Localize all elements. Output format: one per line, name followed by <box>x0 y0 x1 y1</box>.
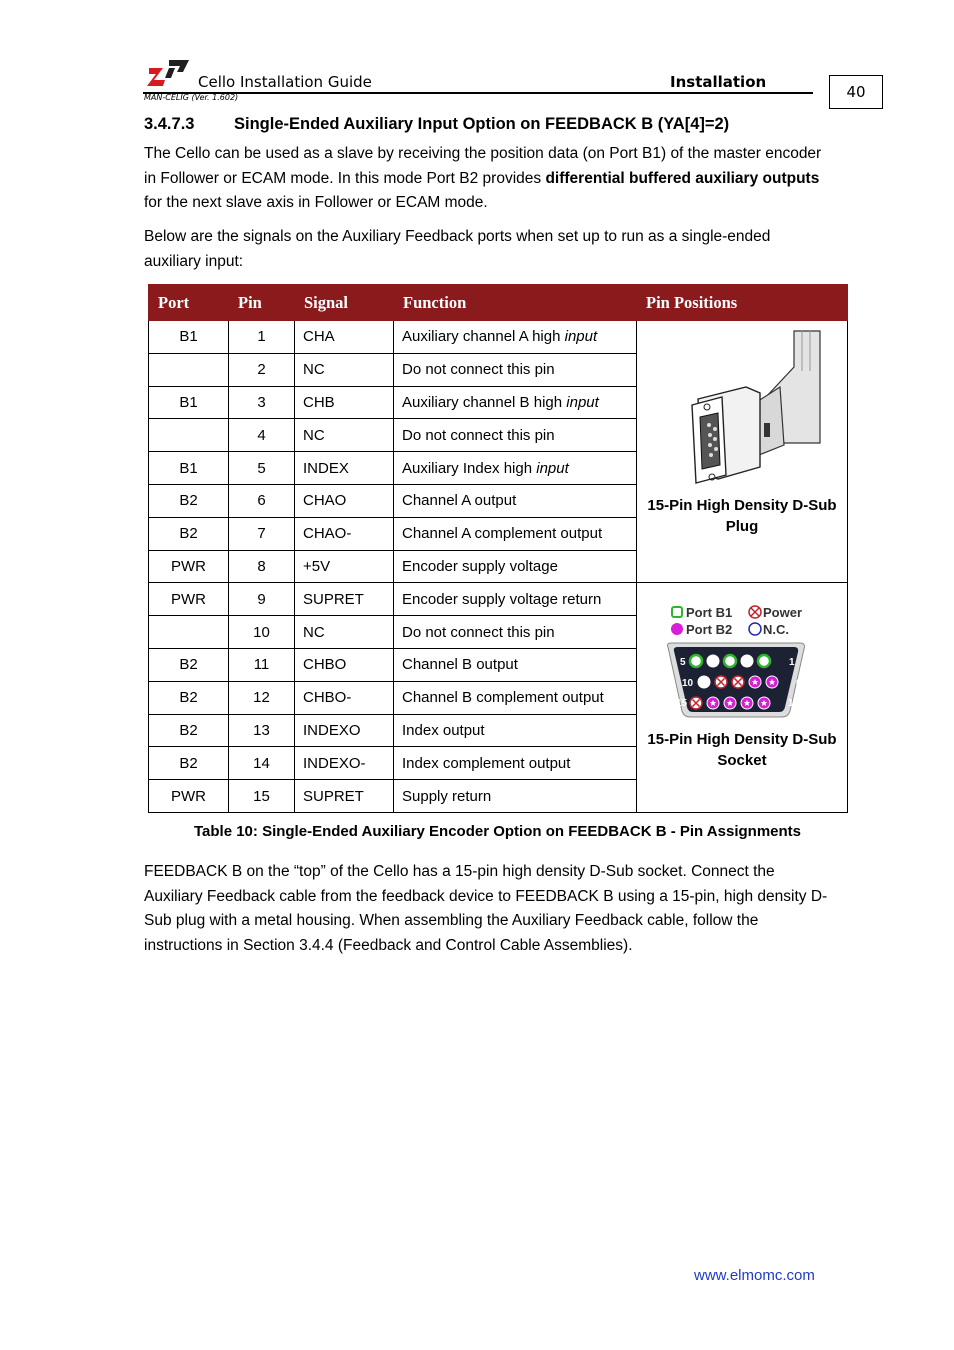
port-cell: B1 <box>149 452 229 485</box>
signal-cell: NC <box>295 616 394 649</box>
document-version: MAN-CELIG (Ver. 1.602) <box>144 93 239 102</box>
function-text: Auxiliary channel A high <box>402 328 565 346</box>
legend-nc: N.C. <box>763 622 789 638</box>
table-row <box>149 583 848 616</box>
function-emphasis: input <box>536 459 569 477</box>
socket-pin-3 <box>724 655 736 667</box>
port-cell <box>149 353 229 386</box>
para1-text: The Cello can be used as a slave by receiving the position data (on Port B1) of the master encoder in Follower or ECAM mode. In this mode Port B2 provides <box>144 145 822 187</box>
elmo-logo <box>147 58 191 88</box>
function-text: Channel B output <box>402 656 518 674</box>
function-text: Encoder supply voltage return <box>402 590 602 608</box>
signal-cell: CHBO- <box>295 681 394 714</box>
header-divider <box>143 92 813 94</box>
function-cell <box>394 517 637 550</box>
socket-pin-5 <box>690 655 702 667</box>
heading-number: 3.4.7.3 <box>144 115 195 133</box>
port-cell <box>149 616 229 649</box>
pin-cell: 3 <box>229 386 295 419</box>
pin-cell: 15 <box>229 780 295 813</box>
pin-assignment-table <box>148 284 848 813</box>
col-header-signal: Signal <box>295 285 394 321</box>
intro-paragraph <box>144 142 824 216</box>
pin-cell: 13 <box>229 714 295 747</box>
para1-bold: differential buffered auxiliary outputs <box>545 169 820 187</box>
function-text: Do not connect this pin <box>402 426 555 444</box>
port-cell: PWR <box>149 583 229 616</box>
function-cell <box>394 484 637 517</box>
function-cell <box>394 747 637 780</box>
dsub-socket-pinout <box>662 599 822 729</box>
function-text: Index complement output <box>402 754 571 772</box>
document-title: Cello Installation Guide <box>198 73 372 91</box>
function-text: Do not connect this pin <box>402 623 555 641</box>
pin-cell: 1 <box>229 321 295 354</box>
pin-label-1: 1 <box>789 657 795 669</box>
port-cell: B2 <box>149 484 229 517</box>
socket-pin-2 <box>741 655 753 667</box>
function-cell <box>394 321 637 354</box>
pin-cell: 7 <box>229 517 295 550</box>
port-cell: B2 <box>149 517 229 550</box>
function-text: Index output <box>402 721 485 739</box>
function-cell <box>394 780 637 813</box>
port-cell: PWR <box>149 780 229 813</box>
function-cell <box>394 386 637 419</box>
function-text: Channel A complement output <box>402 525 603 543</box>
socket-pin-1 <box>758 655 770 667</box>
port-cell: PWR <box>149 550 229 583</box>
function-text: Channel A output <box>402 492 517 510</box>
signal-cell: CHA <box>295 321 394 354</box>
page-number: 40 <box>829 75 883 109</box>
signal-cell: SUPRET <box>295 780 394 813</box>
para1-text-end: for the next slave axis in Follower or ECAM mode. <box>144 194 488 211</box>
signal-cell: CHAO- <box>295 517 394 550</box>
function-cell <box>394 648 637 681</box>
signal-cell: SUPRET <box>295 583 394 616</box>
col-header-function: Function <box>394 285 637 321</box>
col-header-port: Port <box>149 285 229 321</box>
signal-cell: INDEX <box>295 452 394 485</box>
function-cell <box>394 681 637 714</box>
function-cell <box>394 583 637 616</box>
function-text: Auxiliary channel B high <box>402 393 567 411</box>
pin-label-10: 10 <box>682 678 694 690</box>
col-header-pin-positions: Pin Positions <box>637 285 848 321</box>
function-text: Encoder supply voltage <box>402 557 558 575</box>
socket-pin-10 <box>698 676 710 688</box>
function-text: Do not connect this pin <box>402 361 555 379</box>
pin-cell: 4 <box>229 419 295 452</box>
legend-port-b2: Port B2 <box>686 622 733 638</box>
pin-label-11: 11 <box>788 698 799 710</box>
pin-cell: 9 <box>229 583 295 616</box>
signal-cell: NC <box>295 419 394 452</box>
pin-cell: 10 <box>229 616 295 649</box>
pin-label-15: 15 <box>676 698 688 710</box>
signal-cell: CHB <box>295 386 394 419</box>
function-text: Supply return <box>402 787 492 805</box>
function-cell <box>394 616 637 649</box>
footer-link[interactable]: www.elmomc.com <box>694 1267 815 1284</box>
pin-label-5: 5 <box>680 657 686 669</box>
legend-b2-icon <box>671 623 683 635</box>
function-cell <box>394 452 637 485</box>
plug-cell <box>637 327 847 537</box>
function-text: Channel B complement output <box>402 689 604 707</box>
heading-title: Single-Ended Auxiliary Input Option on FEEDBACK B (YA[4]=2) <box>234 115 730 133</box>
function-cell <box>394 714 637 747</box>
port-cell: B2 <box>149 714 229 747</box>
section-label: Installation <box>670 73 767 91</box>
port-cell: B2 <box>149 681 229 714</box>
pin-cell: 14 <box>229 747 295 780</box>
pin-cell: 5 <box>229 452 295 485</box>
function-cell <box>394 550 637 583</box>
legend-nc-icon <box>749 623 761 635</box>
signal-cell: CHBO <box>295 648 394 681</box>
port-cell: B2 <box>149 747 229 780</box>
table-header-row <box>149 285 848 321</box>
legend-power: Power <box>763 605 803 621</box>
pin-label-6: 6 <box>796 678 802 690</box>
socket-caption: 15-Pin High Density D-Sub Socket <box>647 731 837 770</box>
function-cell <box>394 353 637 386</box>
feedback-paragraph: FEEDBACK B on the “top” of the Cello has a 15-pin high density D-Sub socket. Connect the Auxiliary Feedback cable from the feedback device to FEEDBACK B using a 15-pin, high density D-Sub plug with a metal housing. When assembling the Auxiliary Feedback cable, follow the instructions in Section 3.4.4 (Feedback and Control Cable Assemblies). <box>144 863 828 954</box>
signal-cell: CHAO <box>295 484 394 517</box>
function-text: Auxiliary Index high <box>402 459 537 477</box>
section-heading <box>144 115 729 134</box>
signal-cell: NC <box>295 353 394 386</box>
table-row <box>149 321 848 354</box>
function-emphasis: input <box>566 393 599 411</box>
plug-caption: 15-Pin High Density D-Sub Plug <box>647 497 837 535</box>
plug-picture-cell <box>637 321 848 583</box>
socket-picture-cell <box>637 583 848 813</box>
pin-cell: 11 <box>229 648 295 681</box>
signal-cell: +5V <box>295 550 394 583</box>
function-cell <box>394 419 637 452</box>
function-emphasis: input <box>564 328 598 346</box>
col-header-pin: Pin <box>229 285 295 321</box>
legend-port-b1: Port B1 <box>686 605 733 621</box>
signals-paragraph: Below are the signals on the Auxiliary Feedback ports when set up to run as a single-ended auxiliary input: <box>144 228 771 270</box>
port-cell: B2 <box>149 648 229 681</box>
table-caption: Table 10: Single-Ended Auxiliary Encoder Option on FEEDBACK B - Pin Assignments <box>193 823 802 840</box>
dsub-plug-illustration <box>662 327 822 495</box>
socket-pin-4 <box>707 655 719 667</box>
signal-cell: INDEXO <box>295 714 394 747</box>
port-cell: B1 <box>149 321 229 354</box>
pin-cell: 8 <box>229 550 295 583</box>
port-cell: B1 <box>149 386 229 419</box>
legend-b1-icon <box>672 607 682 617</box>
signal-cell: INDEXO- <box>295 747 394 780</box>
pin-cell: 6 <box>229 484 295 517</box>
port-cell <box>149 419 229 452</box>
socket-cell <box>637 599 847 771</box>
pin-cell: 12 <box>229 681 295 714</box>
pin-cell: 2 <box>229 353 295 386</box>
